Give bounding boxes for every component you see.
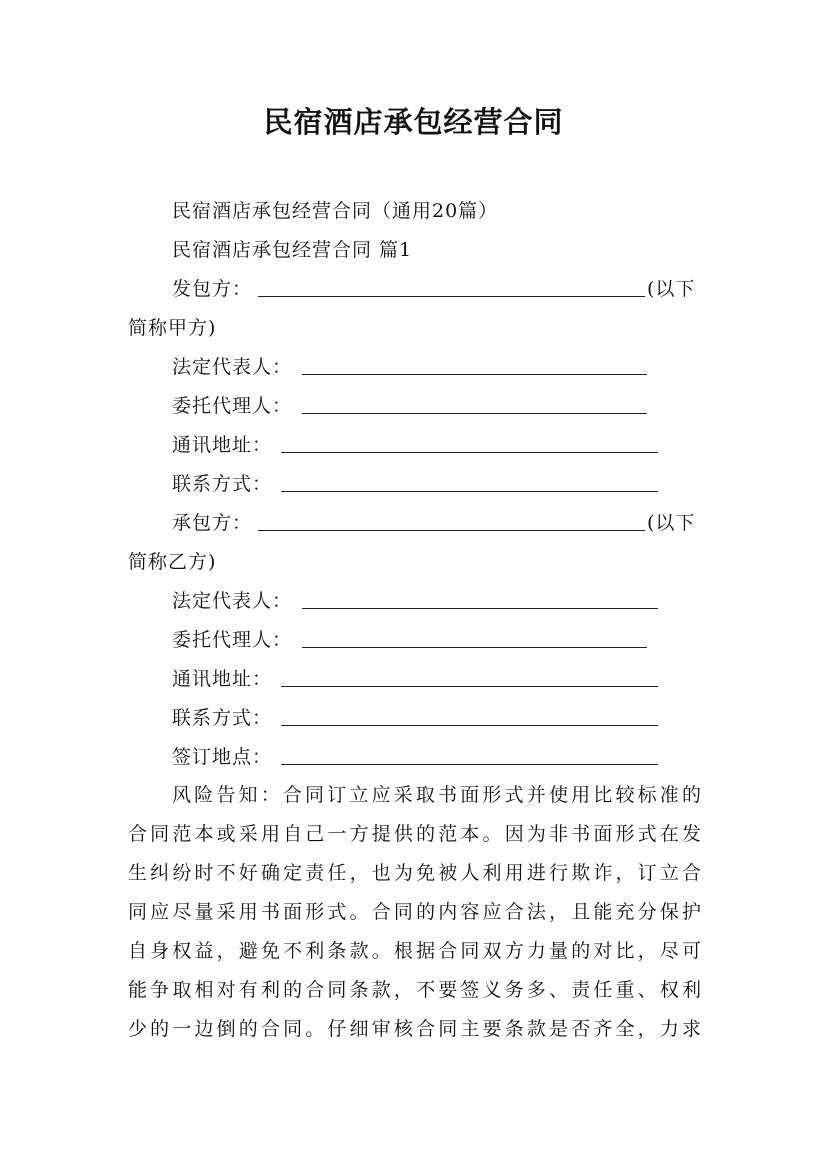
party-a-label: 发包方： [172,278,253,300]
risk-notice-line: 风险告知：合同订立应采取书面形式并使用比较标准的 [172,784,702,806]
party-b-continuation: 简称乙方) [128,551,217,573]
party-b-legal-rep-label: 法定代表人： [172,590,293,612]
party-a-agent-label: 委托代理人： [172,395,293,417]
party-b-address-blank [281,669,658,693]
signing-place-blank [281,747,658,771]
risk-notice-line: 生纠纷时不好确定责任，也为免被人利用进行欺诈，订立合 [128,862,702,884]
party-b-legal-rep-blank [302,591,658,615]
document-title: 民宿酒店承包经营合同 [263,105,564,139]
party-a-contact-label: 联系方式： [172,473,273,495]
document-subtitle: 民宿酒店承包经营合同（通用20篇） [172,200,499,222]
risk-notice-line: 同应尽量采用书面形式。合同的内容应合法，且能充分保护 [128,901,702,923]
section-heading: 民宿酒店承包经营合同 篇1 [172,239,413,261]
party-b-contact-label: 联系方式： [172,707,273,729]
party-b-contact-blank [281,708,658,732]
risk-notice-line: 合同范本或采用自己一方提供的范本。因为非书面形式在发 [128,823,702,845]
party-a-address-label: 通讯地址： [172,434,273,456]
party-b-label: 承包方： [172,512,253,534]
party-a-contact-blank [281,474,658,498]
party-a-blank [258,279,645,303]
party-a-suffix: (以下 [647,278,696,300]
party-b-agent-label: 委托代理人： [172,629,293,651]
party-a-continuation: 简称甲方) [128,317,217,339]
risk-notice-line: 少的一边倒的合同。仔细审核合同主要条款是否齐全，力求 [128,1018,702,1040]
signing-place-label: 签订地点： [172,746,273,768]
party-a-legal-rep-blank [302,357,647,381]
risk-notice-line: 自身权益，避免不利条款。根据合同双方力量的对比，尽可 [128,940,702,962]
party-a-address-blank [281,435,658,459]
risk-notice-line: 能争取相对有利的合同条款，不要签义务多、责任重、权利 [128,979,702,1001]
party-a-legal-rep-label: 法定代表人： [172,356,293,378]
party-b-address-label: 通讯地址： [172,668,273,690]
party-a-agent-blank [302,396,647,420]
party-b-agent-blank [302,630,647,654]
party-b-suffix: (以下 [647,512,696,534]
party-b-blank [258,513,645,537]
